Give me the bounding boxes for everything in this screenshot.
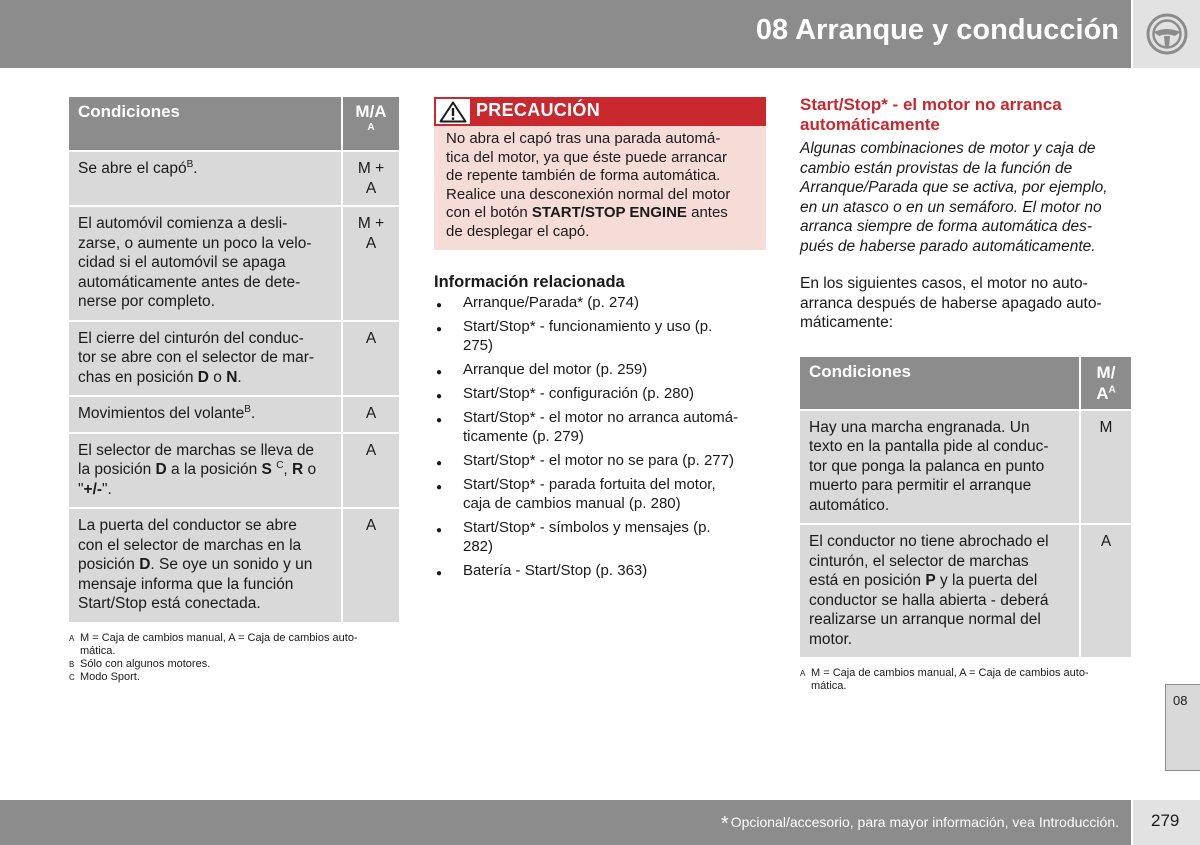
- footnote-text: Sólo con algunos motores.: [80, 657, 211, 670]
- condition-cell: Se abre el capó$^B$.: [69, 152, 341, 207]
- condition-cell: El automóvil comienza a desli- zarse, o aumente un poco la velo- cidad si el automóvil se apaga automáticamente antes de dete- nerse por completo.: [69, 207, 341, 322]
- footer-note-text: Opcional/accesorio, para mayor información, vea Introducción.: [730, 814, 1119, 830]
- bold-term: R: [292, 461, 304, 478]
- list-item: [434, 360, 766, 379]
- list-item-text: Arranque del motor (p. 259): [463, 361, 648, 378]
- left-footnotes: [69, 632, 399, 684]
- table-row: [800, 411, 1131, 526]
- list-item: [434, 293, 766, 312]
- list-item: [434, 317, 766, 355]
- ma-cell: A: [341, 322, 399, 398]
- bullet-icon: ●: [436, 525, 443, 536]
- footnote-ref: C: [276, 459, 284, 471]
- bullet-icon: ●: [436, 367, 443, 378]
- footnote-mark: A: [800, 669, 806, 678]
- list-item-text: Start/Stop* - configuración (p. 280): [463, 385, 694, 402]
- bold-term: D: [155, 461, 167, 478]
- list-item-text: Start/Stop* - funcionamiento y uso (p. 275): [463, 318, 713, 354]
- table-header-ma: [341, 97, 399, 152]
- table-header-conditions: Condiciones: [800, 357, 1079, 411]
- list-item: [434, 384, 766, 403]
- footnote-text: Modo Sport.: [80, 670, 140, 683]
- chapter-icon-box: [1131, 0, 1200, 68]
- bullet-icon: ●: [436, 568, 443, 579]
- list-item-text: Arranque/Parada* (p. 274): [463, 294, 639, 311]
- table-header-ma-label-2: A: [1096, 383, 1109, 403]
- footnote: [69, 671, 399, 684]
- bold-term: +/-: [83, 480, 103, 498]
- table-row: [800, 525, 1131, 659]
- table-header-ma: [1079, 357, 1131, 411]
- list-item-text: Batería - Start/Stop (p. 363): [463, 562, 648, 579]
- bullet-icon: ●: [436, 391, 443, 402]
- list-item: [434, 561, 766, 580]
- footer-note: [721, 813, 1119, 836]
- table-header-ma-label-1: M/: [1096, 362, 1116, 382]
- related-info-list: [434, 293, 766, 580]
- bold-term: N: [226, 368, 238, 386]
- footnote-text: M = Caja de cambios manual, A = Caja de cambios auto- mática.: [80, 631, 358, 657]
- section-title: Start/Stop* - el motor no arranca automáticamente: [800, 95, 1062, 134]
- table-header-ma-label: M/A: [355, 102, 387, 121]
- list-item-text: Start/Stop* - el motor no se para (p. 277): [463, 452, 734, 469]
- condition-cell: El conductor no tiene abrochado el cinturón, el selector de marchas está en posición P y la puerta del conductor se halla abierta - deberá realizarse un arranque normal del motor.: [800, 525, 1079, 659]
- condition-cell: La puerta del conductor se abre con el selector de marchas en la posición D. Se oye un sonido y un mensaje informa que la función Start/Stop está conectada.: [69, 509, 341, 624]
- chapter-side-tab: [1165, 684, 1200, 771]
- list-item-text: Start/Stop* - parada fortuita del motor, caja de cambios manual (p. 280): [463, 476, 716, 512]
- footnote-mark: A: [69, 633, 75, 643]
- footnote-ref: B: [186, 158, 194, 170]
- list-item-text: Start/Stop* - símbolos y mensajes (p. 282): [463, 519, 711, 555]
- table-row: [69, 152, 399, 207]
- list-item: [434, 451, 766, 470]
- list-item: [434, 408, 766, 446]
- warning-triangle-icon: [439, 101, 467, 123]
- footnote: [69, 632, 399, 658]
- ma-cell: M: [1079, 411, 1131, 526]
- list-item-text: Start/Stop* - el motor no arranca automá- ticamente (p. 279): [463, 409, 739, 445]
- ma-cell: M + A: [341, 152, 399, 207]
- ma-cell: A: [1079, 525, 1131, 659]
- condition-cell: Hay una marcha engranada. Un texto en la pantalla pide al conduc- tor que ponga la palanca en punto muerto para permitir el arranque automático.: [800, 411, 1079, 526]
- warning-text: No abra el capó tras una parada automá- tica del motor, ya que éste puede arrancar de repente también de forma automática. Realice una desconexión normal del motor con el botón START/STOP ENGINE antes de desplegar el capó.: [434, 126, 766, 250]
- page-number: 279: [1151, 811, 1180, 830]
- chapter-title: 08 Arranque y conducción: [755, 14, 1119, 46]
- footer-asterisk: *: [720, 813, 729, 835]
- page-footer: [0, 800, 1131, 845]
- list-item: [434, 475, 766, 513]
- related-info-title: Información relacionada: [434, 273, 625, 291]
- bullet-icon: ●: [436, 458, 443, 469]
- footnote-text: M = Caja de cambios manual, A = Caja de cambios auto- mática.: [811, 667, 1089, 692]
- bold-term: S: [261, 461, 272, 478]
- bullet-icon: ●: [436, 300, 443, 311]
- condition-cell: El selector de marchas se lleva de la posición D a la posición S $^C$, R o "+/-".: [69, 434, 341, 510]
- ma-cell: M + A: [341, 207, 399, 322]
- table-row: [69, 434, 399, 510]
- left-column: [69, 97, 399, 684]
- chapter-side-tab-label: 08: [1173, 693, 1188, 708]
- bullet-icon: ●: [436, 415, 443, 426]
- bullet-icon: ●: [436, 482, 443, 493]
- conditions-table-left: [69, 97, 399, 624]
- table-row: [69, 322, 399, 398]
- ma-cell: A: [341, 434, 399, 510]
- footnote-ref: B: [244, 403, 251, 415]
- right-column: [800, 95, 1131, 693]
- warning-box: [434, 97, 766, 250]
- warning-icon-box: [434, 97, 472, 126]
- bold-term: D: [139, 556, 151, 573]
- warning-header: [434, 97, 766, 126]
- footnote-mark: C: [69, 672, 75, 682]
- steering-wheel-icon: [1145, 12, 1189, 56]
- section-intro: Algunas combinaciones de motor y caja de cambio están provistas de la función de Arranque/Parada que se activa, por ejemplo, en un atasco o en un semáforo. El motor no arranca siempre de forma automática des- pués de haberse parado automáticamente.: [800, 140, 1108, 255]
- footnote: [69, 658, 399, 671]
- bold-term: START/STOP ENGINE: [531, 204, 687, 221]
- condition-cell: El cierre del cinturón del conduc- tor se abre con el selector de mar- chas en posición D o N.: [69, 322, 341, 398]
- table-row: [69, 397, 399, 434]
- middle-column: [434, 97, 766, 585]
- ma-cell: A: [341, 397, 399, 434]
- page-header: [0, 0, 1131, 68]
- condition-cell: Movimientos del volante$^B$.: [69, 397, 341, 434]
- right-footnotes: [800, 667, 1131, 693]
- bold-term: P: [925, 572, 936, 589]
- footnote-mark: B: [69, 659, 75, 669]
- table-header-ma-footnote: A: [1108, 383, 1116, 395]
- page-number-box: [1131, 800, 1200, 845]
- ma-cell: A: [341, 509, 399, 624]
- bullet-icon: ●: [436, 324, 443, 335]
- warning-title: PRECAUCIÓN: [476, 100, 601, 120]
- table-header-ma-footnote: A: [367, 122, 375, 133]
- table-row: [69, 509, 399, 624]
- bold-term: D: [197, 368, 209, 386]
- table-row: [69, 207, 399, 322]
- section-paragraph: En los siguientes casos, el motor no auto- arranca después de haberse apagado auto- máticamente:: [800, 275, 1102, 331]
- footnote: [800, 667, 1131, 693]
- list-item: [434, 518, 766, 556]
- conditions-table-right: [800, 357, 1131, 660]
- table-header-conditions: Condiciones: [69, 97, 341, 152]
